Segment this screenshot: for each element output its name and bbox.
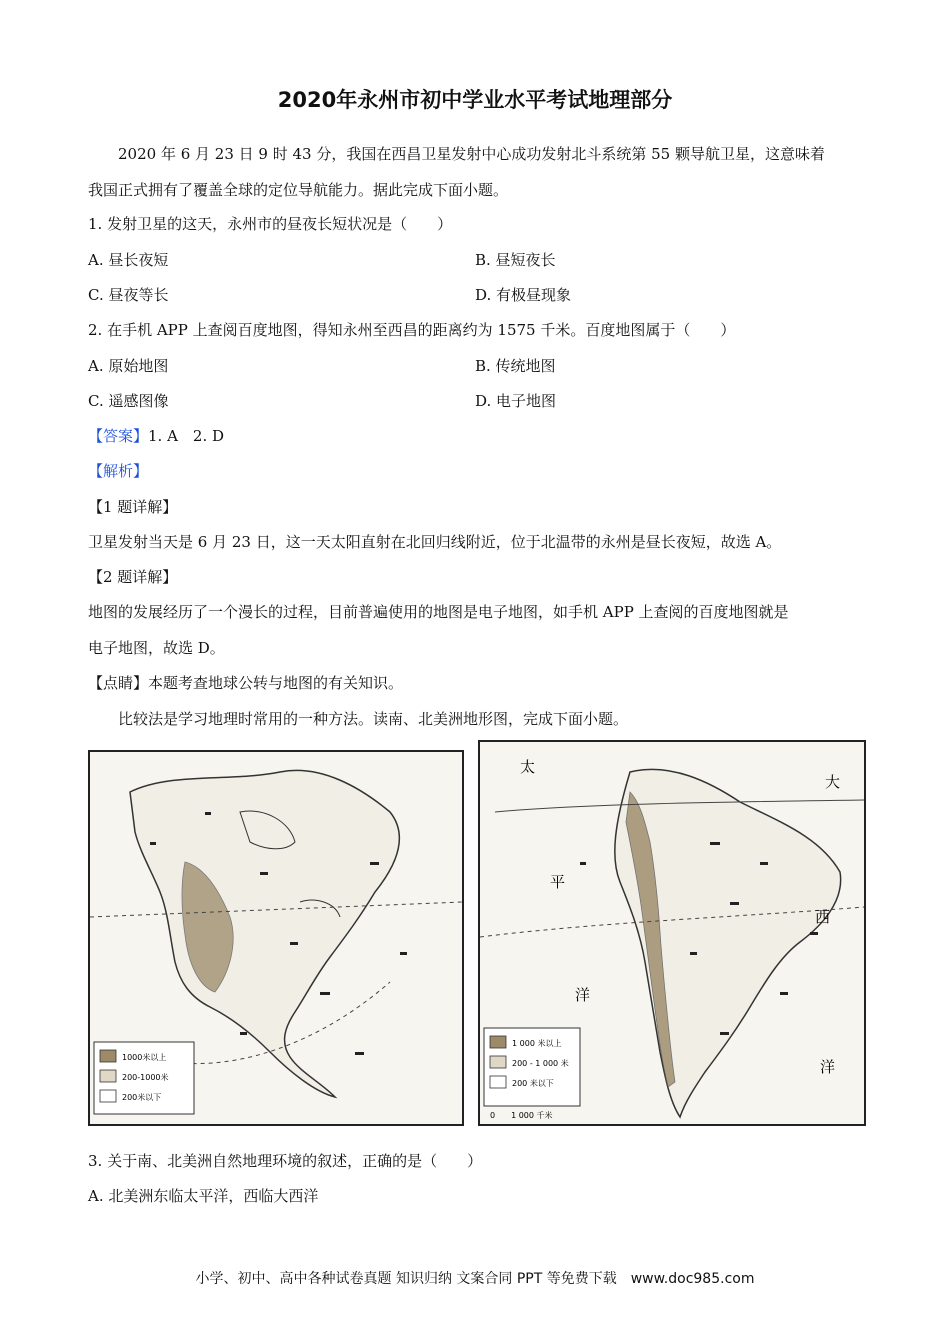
detail-1-heading: 【1 题详解】 xyxy=(88,498,178,516)
question-3-stem: 3. 关于南、北美洲自然地理环境的叙述，正确的是（ ） xyxy=(88,1152,483,1170)
north-america-map xyxy=(88,750,464,1126)
question-1-stem: 1. 发射卫星的这天，永州市的昼夜长短状况是（ ） xyxy=(88,215,453,233)
analysis-line xyxy=(88,460,148,481)
label-atlantic-bottom: 洋 xyxy=(820,1058,836,1076)
label-atlantic-top: 大 xyxy=(825,773,841,791)
comment-tag: 【点睛】 xyxy=(88,674,149,692)
intro-2: 比较法是学习地理时常用的一种方法。读南、北美洲地形图，完成下面小题。 xyxy=(118,710,629,728)
answer-line xyxy=(88,425,224,446)
na-legend-3: 200米以下 xyxy=(122,1093,162,1102)
north-america-map-figure xyxy=(90,752,462,1124)
answer-tag: 【答案】 xyxy=(88,427,149,445)
south-america-map xyxy=(478,740,866,1126)
detail-2-line-1: 地图的发展经历了一个漫长的过程，目前普遍使用的地图是电子地图，如手机 APP 上查阅的百度地图就是 xyxy=(88,603,789,621)
question-3-option-a: A. 北美洲东临太平洋，西临大西洋 xyxy=(88,1187,319,1205)
detail-2-heading: 【2 题详解】 xyxy=(88,568,178,586)
question-2-option-b: B. 传统地图 xyxy=(475,357,556,375)
intro-line-1: 2020 年 6 月 23 日 9 时 43 分，我国在西昌卫星发射中心成功发射北斗系统第 55 颗导航卫星，这意味着 xyxy=(118,145,825,163)
detail-2-line-2: 电子地图，故选 D。 xyxy=(88,639,225,657)
sa-scale: 0 1 000 千米 xyxy=(490,1111,553,1120)
comment-line xyxy=(88,672,403,693)
label-atlantic-mid: 西 xyxy=(815,908,831,926)
detail-1-text: 卫星发射当天是 6 月 23 日，这一天太阳直射在北回归线附近，位于北温带的永州是昼长夜短，故选 A。 xyxy=(88,533,782,551)
na-legend-1: 1000米以上 xyxy=(122,1053,167,1062)
question-2-option-a: A. 原始地图 xyxy=(88,357,169,375)
sa-legend-3: 200 米以下 xyxy=(512,1079,554,1088)
south-america-map-figure xyxy=(480,742,864,1124)
na-legend-2: 200-1000米 xyxy=(122,1073,169,1082)
question-2-option-c: C. 遥感图像 xyxy=(88,392,169,410)
question-1-option-a: A. 昼长夜短 xyxy=(88,251,169,269)
intro-line-2: 我国正式拥有了覆盖全球的定位导航能力。据此完成下面小题。 xyxy=(88,181,509,199)
analysis-tag: 【解析】 xyxy=(88,462,149,480)
label-pacific-mid: 平 xyxy=(550,873,566,891)
sa-legend-2: 200 - 1 000 米 xyxy=(512,1059,569,1068)
question-1-option-d: D. 有极昼现象 xyxy=(475,286,572,304)
question-1-option-c: C. 昼夜等长 xyxy=(88,286,169,304)
question-1-option-b: B. 昼短夜长 xyxy=(475,251,556,269)
question-2-stem: 2. 在手机 APP 上查阅百度地图，得知永州至西昌的距离约为 1575 千米。百度地图属于（ ） xyxy=(88,321,736,339)
comment-text: 本题考查地球公转与地图的有关知识。 xyxy=(148,674,404,692)
answer-text: 1. A 2. D xyxy=(148,427,225,445)
page-title: 2020年永州市初中学业水平考试地理部分 xyxy=(277,88,673,112)
label-pacific-bottom: 洋 xyxy=(575,986,591,1004)
question-2-option-d: D. 电子地图 xyxy=(475,392,557,410)
footer: 小学、初中、高中各种试卷真题 知识归纳 文案合同 PPT 等免费下载 www.doc985.com xyxy=(195,1271,755,1287)
label-pacific-top: 太 xyxy=(520,758,536,776)
sa-legend-1: 1 000 米以上 xyxy=(512,1039,562,1048)
